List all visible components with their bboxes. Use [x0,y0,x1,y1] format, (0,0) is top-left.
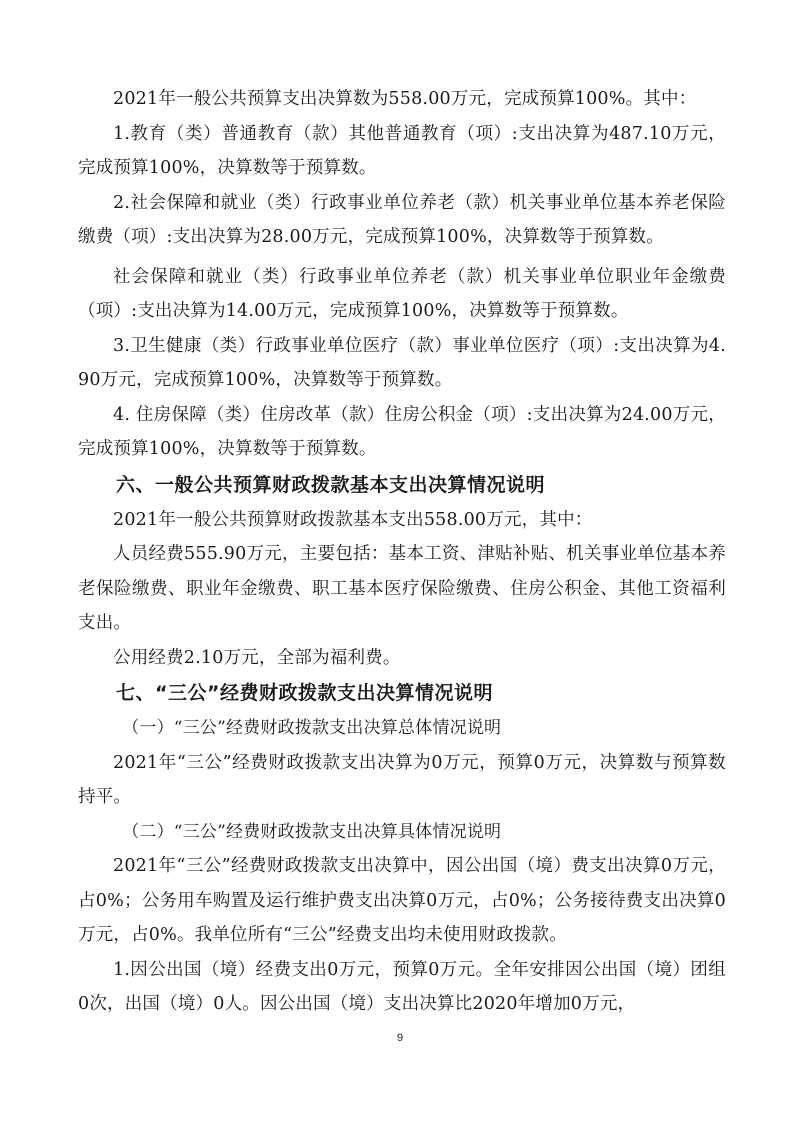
page-number: 9 [396,1032,404,1044]
paragraph-three-public-detail: 2021年“三公”经费财政拨款支出决算中，因公出国（境）费支出决算0万元，占0%；公务用车购置及运行维护费支出决算0万元，占0%；公务接待费支出决算0万元，占0%。我单位所有“三公”经费支出均未使用财政拨款。 [78,856,726,945]
paragraph-overseas-travel: 1.因公出国（境）经费支出0万元，预算0万元。全年安排因公出国（境）团组0次，出国（境）0人。因公出国（境）支出决算比2020年增加0万元， [78,959,726,1014]
paragraph-budget-summary: 2021年一般公共预算支出决算数为558.00万元，完成预算100%。其中： [113,89,697,109]
section-7-1-heading: （一）“三公”经费财政拨款支出决算总体情况说明 [122,718,502,738]
section-7-heading: 七、“三公”经费财政拨款支出决算情况说明 [116,682,493,704]
paragraph-social-security-pension: 2.社会保障和就业（类）行政事业单位养老（款）机关事业单位基本养老保险缴费（项）:支出决算为28.00万元，完成预算100%，决算数等于预算数。 [78,192,726,247]
paragraph-social-security-annuity: 社会保障和就业（类）行政事业单位养老（款）机关事业单位职业年金缴费（项）:支出决算为14.00万元，完成预算100%，决算数等于预算数。 [78,266,726,321]
section-6-heading: 六、一般公共预算财政拨款基本支出决算情况说明 [116,473,546,496]
section-7-2-heading: （二）“三公”经费财政拨款支出决算具体情况说明 [122,821,502,842]
paragraph-public-expenses: 公用经费2.10万元，全部为福利费。 [113,647,401,668]
paragraph-three-public-overall: 2021年“三公”经费财政拨款支出决算为0万元，预算0万元，决算数与预算数持平。 [78,752,726,807]
paragraph-personnel-expenses: 人员经费555.90万元，主要包括：基本工资、津贴补贴、机关事业单位基本养老保险缴费、职业年金缴费、职工基本医疗保险缴费、住房公积金、其他工资福利支出。 [78,544,726,633]
document-body [78,82,726,1022]
paragraph-health: 3.卫生健康（类）行政事业单位医疗（款）事业单位医疗（项）:支出决算为4.90万元，完成预算100%，决算数等于预算数。 [78,335,726,390]
paragraph-housing: 4. 住房保障（类）住房改革（款）住房公积金（项）:支出决算为24.00万元，完成预算100%，决算数等于预算数。 [78,404,726,459]
paragraph-basic-expenditure: 2021年一般公共预算财政拨款基本支出558.00万元，其中： [113,509,593,530]
paragraph-education: 1.教育（类）普通教育（款）其他普通教育（项）:支出决算为487.10万元，完成预算100%，决算数等于预算数。 [78,123,726,178]
